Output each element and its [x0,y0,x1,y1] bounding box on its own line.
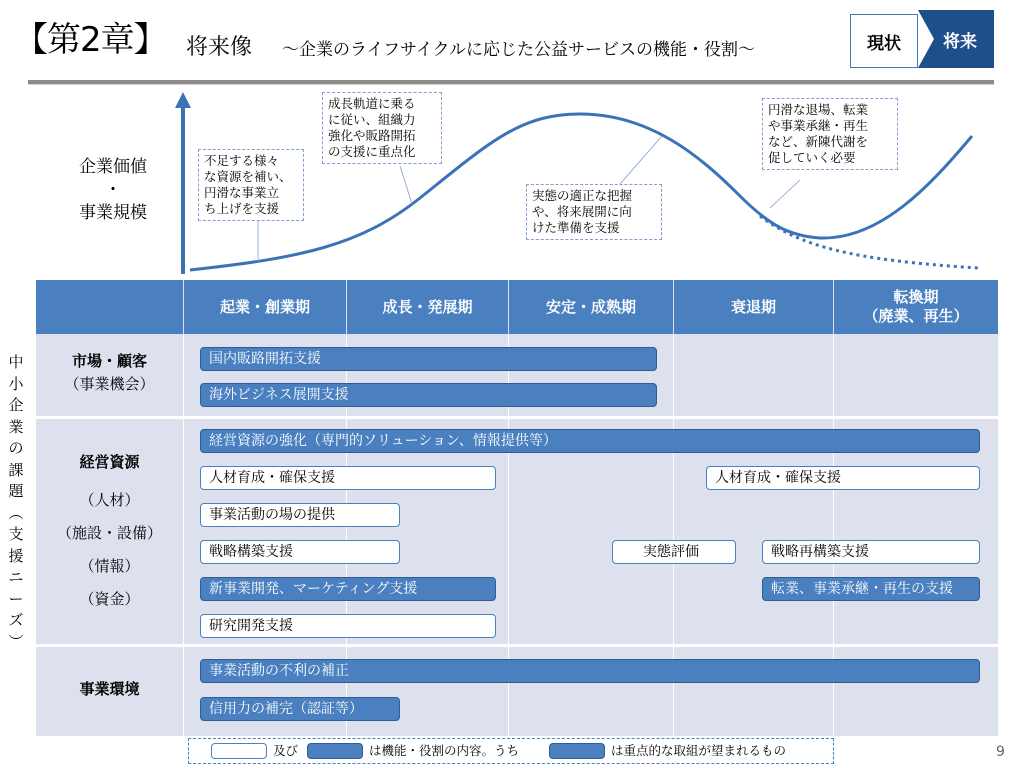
callout-line: に従い、組織力 [328,112,416,127]
row-header-environment [36,678,183,702]
callout-line: 強化や販路開拓 [328,128,416,143]
bar-hr-support-left: 人材育成・確保支援 [200,466,496,490]
page-subtitle: ～企業のライフサイクルに応じた公益サービスの機能・役割～ [282,40,755,60]
side-label-char: ニ [8,568,24,586]
grid-vline [183,334,184,736]
page-number: 9 [996,744,1005,760]
y-axis-arrowhead [175,92,191,108]
side-label-sme-issues [6,352,26,653]
row-header-market [36,344,183,414]
callout-line: 成長軌道に乗る [328,96,416,111]
row-header-market-sub: （事業機会） [64,375,155,393]
y-axis-label-line1: 企業価値 [79,157,147,177]
column-header-label-line1: 転換期 [893,288,939,306]
callout-line: や、将来展開に向 [532,204,632,219]
legend-swatch-outline [211,743,267,759]
grid-hline [36,644,998,647]
bar-domestic-sales-support: 国内販路開拓支援 [200,347,657,371]
bar-disadvantage-correction: 事業活動の不利の補正 [200,659,980,683]
y-axis-label-dot: ・ [104,180,122,200]
bar-rnd-support: 研究開発支援 [200,614,496,638]
side-label-char: 援 [8,546,24,565]
bar-strategy-building: 戦略構築支援 [200,540,400,564]
bar-new-business-marketing: 新事業開発、マーケティング支援 [200,577,496,601]
legend-text-focus: は重点的な取組が望まれるもの [611,743,787,758]
legend-text-and: 及び [273,743,299,758]
callout-stable [526,184,662,240]
column-header-label: 起業・創業期 [219,297,310,316]
callout-line: など、新陳代謝を [768,134,869,149]
bar-conversion-succession: 転業、事業承継・再生の支援 [762,577,980,601]
side-label-char: 小 [8,374,24,393]
side-label-char: 課 [8,460,24,479]
column-header-label-line2: （廃業、再生） [863,307,969,325]
row-header-market-title: 市場・顧客 [71,352,147,370]
callout-line: 円滑な事業立 [204,185,280,200]
legend-swatch-filled [307,743,363,759]
callout-line: けた準備を支援 [532,220,620,235]
bar-overseas-business-support: 海外ビジネス展開支援 [200,383,657,407]
indicator-future [918,10,994,68]
row-header-resources [36,450,183,620]
callout-line: 不足する様々 [204,153,280,168]
legend-text-functions: は機能・役割の内容。うち [369,743,520,758]
bar-management-resources: 経営資源の強化（専門的ソリューション、情報提供等） [200,429,980,453]
indicator-current-label: 現状 [867,33,901,54]
y-axis-label [58,156,168,225]
callout-line: な資源を補い、 [204,169,292,184]
callout-line: や事業承継・再生 [768,118,869,133]
bar-evaluation: 実態評価 [612,540,736,564]
column-header-label: 安定・成熟期 [545,297,636,316]
column-header-growth [347,280,508,334]
side-label-char: 中 [8,353,24,371]
side-label-char: 業 [8,417,24,436]
y-axis-label-line2: 事業規模 [79,203,147,223]
column-header-transition [834,280,998,334]
indicator-current [850,14,918,68]
page-title: 将来像 [186,35,253,60]
indicator-future-label: 将来 [943,31,977,52]
bar-hr-support-right: 人材育成・確保支援 [706,466,980,490]
column-header-label: 衰退期 [730,297,776,316]
bar-business-place: 事業活動の場の提供 [200,503,400,527]
callout-growth [322,92,442,164]
callout-line: ち上げを支援 [204,201,280,216]
row-header-resources-sub: （人材） [79,491,140,509]
corner-header-cell [36,280,183,334]
side-label-char: ー [8,589,24,608]
row-header-resources-title: 経営資源 [79,453,140,471]
column-header-decline [674,280,833,334]
decline-curve-dotted [760,216,978,268]
legend [188,738,834,764]
row-header-environment-title: 事業環境 [79,680,140,698]
column-header-startup [184,280,346,334]
callout-pointer-3 [620,136,662,184]
grid-hline [36,416,998,419]
callout-decline [762,98,898,170]
legend-swatch-focus [549,743,605,759]
callout-line: 促していく必要 [768,150,856,165]
row-header-resources-sub: （資金） [79,590,140,608]
side-label-char: ︶ [8,632,24,651]
bar-credit-complement: 信用力の補完（認証等） [200,697,400,721]
side-label-char: の [8,439,24,457]
bar-strategy-rebuilding: 戦略再構築支援 [762,540,980,564]
header-divider-shadow [28,84,994,85]
callout-startup [198,149,304,221]
row-header-resources-sub: （情報） [79,557,140,575]
row-header-resources-sub: （施設・設備） [56,524,162,542]
column-header-label: 成長・発展期 [382,297,473,316]
side-label-char: ズ [8,611,24,629]
side-label-char: 企 [8,396,24,414]
callout-pointer-2 [400,166,412,204]
callout-line: 円滑な退場、転業 [768,102,869,117]
side-label-char: ︵ [8,503,24,522]
chapter-label: 【第2章】 [14,20,167,60]
side-label-char: 支 [8,525,24,543]
callout-line: の支援に重点化 [328,144,416,159]
callout-pointer-4 [770,180,800,208]
column-header-stable [509,280,673,334]
callout-line: 実態の適正な把握 [532,188,633,203]
side-label-char: 題 [8,482,24,500]
